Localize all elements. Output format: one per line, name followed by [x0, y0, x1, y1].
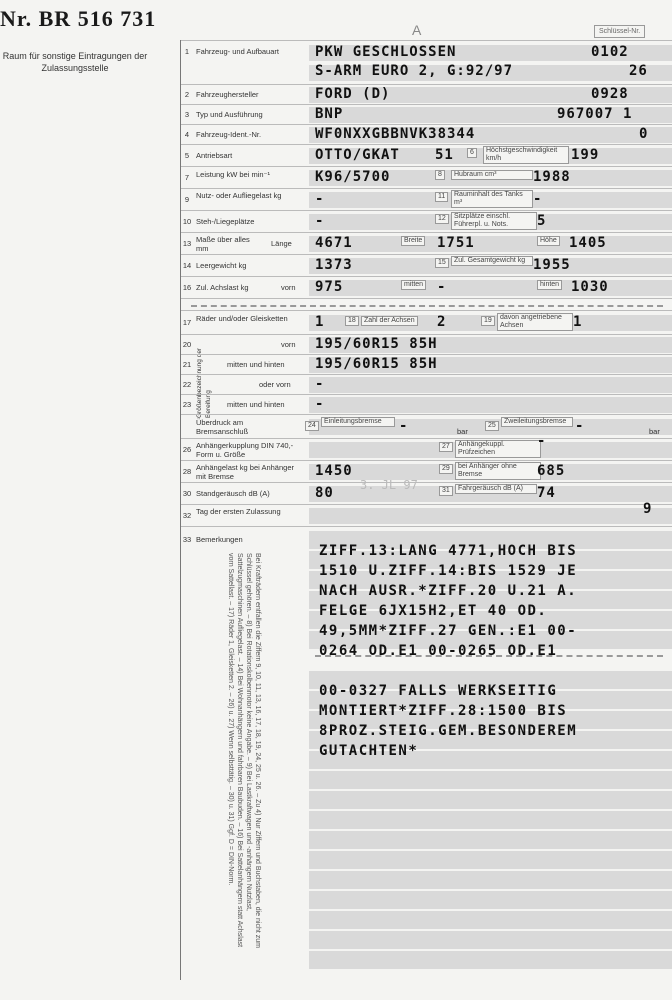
document-number: Nr. BR 516 731 — [0, 6, 157, 31]
row-label: Antriebsart — [196, 151, 233, 160]
remark-line: 49,5MM*ZIFF.27 GEN.:E1 00- — [319, 623, 578, 639]
power-value: K96/5700 — [315, 169, 391, 185]
row-label: Räder und/oder Gleisketten — [196, 314, 288, 323]
vin-key: 0 — [639, 126, 649, 142]
row-label: Typ und Ausführung — [196, 110, 263, 119]
row-number: 9 — [184, 195, 190, 204]
field-number: 27 — [439, 442, 453, 452]
dual-line-brake-value: - — [575, 418, 585, 434]
driven-axles-value: 1 — [573, 314, 583, 330]
displacement-value: 1988 — [533, 169, 571, 185]
height-label: Höhe — [537, 236, 560, 246]
wheels-value: 1 — [315, 314, 325, 330]
remark-line: 1510 U.ZIFF.14:BIS 1529 JE — [319, 563, 578, 579]
vin-value: WF0NXXGBBNVK38344 — [315, 126, 476, 142]
drive-type-key: 51 — [435, 147, 454, 163]
type-value: BNP — [315, 106, 344, 122]
row-number: 5 — [184, 151, 190, 160]
remark-line: NACH AUSR.*ZIFF.20 U.21 A. — [319, 583, 578, 599]
coupling-mark-label: Anhängekuppl. Prüfzeichen — [455, 440, 541, 458]
row-2 — [181, 84, 672, 105]
length-value: 4671 — [315, 235, 353, 251]
row-number: 4 — [184, 130, 190, 139]
field-number: 18 — [345, 316, 359, 326]
row-13 — [181, 232, 672, 255]
row-number: 33 — [182, 535, 192, 544]
row-label: Überdruck am Bremsanschluß — [196, 418, 249, 436]
remark-line: ZIFF.13:LANG 4771,HOCH BIS — [319, 543, 578, 559]
row-26 — [181, 433, 672, 461]
row-label: Leistung kW bei min⁻¹ — [196, 170, 270, 179]
row-32 — [181, 501, 672, 527]
row-label: Fahrzeug-Ident.-Nr. — [196, 130, 262, 139]
row-number: 21 — [182, 360, 192, 369]
row-label: Anhängerkupplung DIN 740,-Form u. Größe — [196, 441, 294, 459]
registration-form — [180, 40, 672, 980]
remark-line: MONTIERT*ZIFF.28:1500 BIS — [319, 703, 568, 719]
remarks-label: Bemerkungen — [196, 535, 243, 544]
row-number: 26 — [182, 445, 192, 454]
length-label: Länge — [271, 239, 292, 248]
row-23 — [181, 394, 672, 415]
row-label: Zul. Achslast kg — [196, 283, 249, 292]
front-label: vorn — [281, 283, 296, 292]
row-1 — [181, 40, 672, 85]
axles-label: Zahl der Achsen — [361, 316, 418, 326]
row-label: Anhängelast kg bei Anhänger mit Bremse — [196, 463, 294, 481]
first-registration-key: 9 — [643, 501, 653, 517]
alt-tyre-front-value: - — [315, 376, 325, 392]
row-number: 20 — [182, 340, 192, 349]
row-label: vorn — [281, 340, 296, 349]
trailer-braked-value: 1450 — [315, 463, 353, 479]
field-number: 15 — [435, 258, 449, 268]
max-speed-label: Höchstgeschwindigkeit km/h — [483, 146, 569, 164]
driving-noise-label: Fahrgeräusch dB (A) — [455, 484, 537, 494]
row-number: 3 — [184, 110, 190, 119]
row-number: 32 — [182, 511, 192, 520]
alt-tyre-rear-value: - — [315, 396, 325, 412]
gross-weight-label: Zul. Gesamtgewicht kg — [451, 256, 533, 266]
row-28 — [181, 460, 672, 483]
manufacturer-key: 0928 — [591, 86, 629, 102]
gross-weight-value: 1955 — [533, 257, 571, 273]
field-number: 29 — [439, 464, 453, 474]
seats-label: Sitzplätze einschl. Führerpl. u. Nots. — [451, 212, 537, 230]
row-5 — [181, 144, 672, 167]
key-number-label: Schlüssel-Nr. — [594, 25, 645, 38]
row-label: Fahrzeug- und Aufbauart — [196, 47, 279, 56]
height-value: 1405 — [569, 235, 607, 251]
row-label: oder vorn — [259, 380, 291, 389]
field-number: 12 — [435, 214, 449, 224]
field-number: 8 — [435, 170, 445, 180]
remark-line: 0264 OD.E1 00-0265 OD.E1 — [319, 643, 558, 659]
trailer-unbraked-label: bei Anhänger ohne Bremse — [455, 462, 541, 480]
manufacturer-value: FORD (D) — [315, 86, 391, 102]
row-number: 16 — [182, 283, 192, 292]
driven-axles-label: davon angetriebene Achsen — [497, 313, 573, 331]
tyre-rear-value: 195/60R15 85H — [315, 356, 438, 372]
displacement-label: Hubraum cm³ — [451, 170, 533, 180]
axle-rear-value: 1030 — [571, 279, 609, 295]
date-stamp: 3. JL 97 — [360, 478, 418, 492]
driving-noise-value: 74 — [537, 485, 556, 501]
row-label: mitten und hinten — [227, 400, 285, 409]
tyre-size-side-label: Größenbezeichnung der Bereifung — [196, 347, 212, 418]
vehicle-type-key-2: 26 — [629, 63, 648, 79]
rear-label: hinten — [537, 280, 562, 290]
trailer-unbraked-value: 685 — [537, 463, 566, 479]
row-number: 10 — [182, 217, 192, 226]
row-number: 1 — [184, 47, 190, 56]
registration-office-note: Raum für sonstige Eintragungen der Zulassungsstelle — [2, 51, 148, 73]
row-number: 30 — [182, 489, 192, 498]
row-brake-pressure — [181, 414, 672, 439]
row-number: 28 — [182, 467, 192, 476]
single-line-brake-value: - — [399, 418, 409, 434]
axle-middle-value: - — [437, 279, 447, 295]
field-number: 31 — [439, 486, 453, 496]
row-label: Steh-/Liegeplätze — [196, 217, 255, 226]
row-label: mitten und hinten — [227, 360, 285, 369]
single-line-brake-label: Einleitungsbremse — [321, 417, 395, 427]
row-3 — [181, 104, 672, 125]
row-label: Maße über alles mm — [196, 235, 250, 253]
column-letter: A — [412, 22, 422, 38]
row-label: Standgeräusch dB (A) — [196, 489, 270, 498]
row-number: 22 — [182, 380, 192, 389]
row-7 — [181, 166, 672, 189]
row-label: Leergewicht kg — [196, 261, 247, 270]
remark-line: FELGE 6JX15H2,ET 40 OD. — [319, 603, 548, 619]
empty-weight-value: 1373 — [315, 257, 353, 273]
tank-volume-value: - — [533, 191, 543, 207]
axle-front-value: 975 — [315, 279, 344, 295]
dual-line-brake-label: Zweileitungsbremse — [501, 417, 573, 427]
axles-value: 2 — [437, 314, 447, 330]
remark-line: GUTACHTEN* — [319, 743, 419, 759]
field-number: 24 — [305, 421, 319, 431]
field-number: 6 — [467, 148, 477, 158]
field-number: 19 — [481, 316, 495, 326]
row-20 — [181, 334, 672, 355]
row-4 — [181, 124, 672, 145]
row-number: 17 — [182, 318, 192, 327]
drive-type-value: OTTO/GKAT — [315, 147, 400, 163]
field-number: 11 — [435, 192, 448, 202]
row-number: 7 — [184, 173, 190, 182]
footnote-area — [189, 553, 301, 960]
max-speed-value: 199 — [571, 147, 600, 163]
footnote-text: Bei Krafträdern entfallen die Ziffern 9, 10, 11, 13, 16, 17, 18, 19, 24, 25 u. 26. – Zu 4) Nur Ziffern und Buchstaben, die nicht zum Schlüssel gehören. – 8) Bei Rotationskolbenmotor keine Angabe. – 9) Bei Lastkraftwagen und -anhängern Nutzlast, Sattelzugmaschinen Aufliegelast. – 14) Bei Wohnanhängern und fahrbaren Baubuden. – 16) Bei Sattelanhängern statt Achslast vorn Sattellast. – 17) Räder 1, Gleisketten 2. – 26) u. 27) Wenn selbsttätig. – 30) u. 31) Ggf. D = DIN-Norm. — [227, 553, 261, 948]
vehicle-type-value: PKW GESCHLOSSEN — [315, 44, 457, 60]
remark-line: 8PROZ.STEIG.GEM.BESONDEREM — [319, 723, 578, 739]
row-30 — [181, 482, 672, 505]
row-14 — [181, 254, 672, 277]
tank-volume-label: Rauminhalt des Tanks m³ — [451, 190, 533, 208]
seats-value: 5 — [537, 213, 547, 229]
standing-noise-value: 80 — [315, 485, 334, 501]
row-22 — [181, 374, 672, 395]
row-label: Nutz- oder Aufliegelast kg — [196, 191, 282, 200]
bar-unit: bar — [649, 427, 660, 436]
vehicle-type-key: 0102 — [591, 44, 629, 60]
width-value: 1751 — [437, 235, 475, 251]
coupling-mark-value: - — [537, 433, 547, 449]
row-9 — [181, 188, 672, 211]
row-21 — [181, 354, 672, 375]
middle-label: mitten — [401, 280, 426, 290]
type-key: 967007 1 — [557, 106, 633, 122]
row-number: 14 — [182, 261, 192, 270]
payload-value: - — [315, 191, 325, 207]
row-number: 2 — [184, 90, 190, 99]
bar-unit: bar — [457, 427, 468, 436]
row-number: 13 — [182, 239, 192, 248]
vehicle-type-value-2: S-ARM EURO 2, G:92/97 — [315, 63, 514, 79]
row-label: Tag der ersten Zulassung — [196, 507, 281, 516]
row-17 — [181, 310, 672, 335]
remark-line: 00-0327 FALLS WERKSEITIG — [319, 683, 558, 699]
tyre-front-value: 195/60R15 85H — [315, 336, 438, 352]
row-label: Fahrzeughersteller — [196, 90, 259, 99]
field-number: 25 — [485, 421, 499, 431]
row-16 — [181, 276, 672, 299]
standing-places-value: - — [315, 213, 325, 229]
row-10 — [181, 210, 672, 233]
row-number: 23 — [182, 400, 192, 409]
width-label: Breite — [401, 236, 425, 246]
